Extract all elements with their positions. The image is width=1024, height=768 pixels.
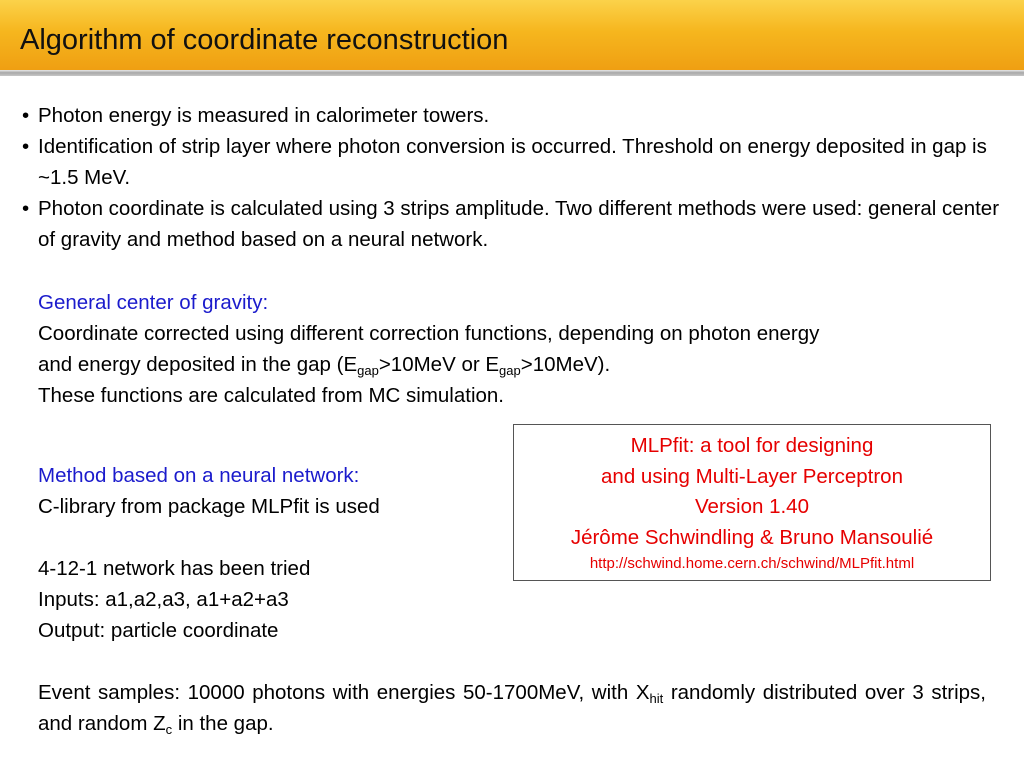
neural-network-section [38, 460, 498, 646]
events-subscript-hit: hit [649, 691, 664, 706]
events-text-mid: randomly distributed over 3 strips, and random Z [38, 681, 986, 735]
bullet-dot-icon: • [22, 104, 30, 127]
events-text-pre: Event samples: 10000 photons with energies 50-1700MeV, with X [38, 681, 650, 704]
cog-line-2-pre: and energy deposited in the gap (E [38, 353, 358, 376]
bullet-dot-icon: • [22, 135, 30, 158]
cog-line-3: These functions are calculated from MC simulation. [38, 384, 505, 407]
events-subscript-c: c [165, 722, 173, 737]
bullet-list [22, 100, 1012, 255]
cog-subscript-gap-2: gap [499, 363, 521, 378]
bullet-text: Photon energy is measured in calorimeter towers. [38, 104, 490, 127]
mlpfit-info-box [513, 424, 991, 581]
bullet-dot-icon: • [22, 197, 30, 220]
cog-line-2-mid: >10MeV or E [378, 353, 500, 376]
cog-line-2-post: >10MeV). [520, 353, 611, 376]
title-bar [0, 0, 1024, 70]
bullet-item [22, 131, 1012, 193]
neural-network-heading: Method based on a neural network: [38, 464, 360, 487]
center-of-gravity-heading: General center of gravity: [38, 291, 269, 314]
event-samples-paragraph [38, 677, 986, 739]
center-of-gravity-section [38, 287, 1018, 411]
nn-spacer [38, 522, 498, 553]
events-text-post: in the gap. [172, 712, 274, 735]
title-divider [0, 70, 1024, 76]
bullet-text: Identification of strip layer where photon conversion is occurred. Threshold on energy deposited in gap is ~1.5 MeV. [38, 135, 987, 189]
nn-line-3: Inputs: a1,a2,a3, a1+a2+a3 [38, 588, 289, 611]
nn-line-2: 4-12-1 network has been tried [38, 557, 311, 580]
mlpfit-url-link[interactable]: http://schwind.home.cern.ch/schwind/MLPfit.html [589, 555, 915, 572]
cog-subscript-gap-1: gap [357, 363, 379, 378]
cog-line-1: Coordinate corrected using different correction functions, depending on photon energy [38, 322, 820, 345]
bullet-item [22, 193, 1012, 255]
mlpfit-authors: Jérôme Schwindling & Bruno Mansoulié [570, 525, 934, 549]
slide-title: Algorithm of coordinate reconstruction [20, 24, 509, 56]
bullet-item [22, 100, 1012, 131]
mlpfit-line-2: and using Multi-Layer Perceptron [601, 464, 903, 488]
mlpfit-version: Version 1.40 [695, 495, 809, 518]
mlpfit-line-1: MLPfit: a tool for designing [630, 434, 874, 457]
nn-line-4: Output: particle coordinate [38, 619, 279, 642]
nn-line-1: C-library from package MLPfit is used [38, 495, 380, 518]
bullet-text: Photon coordinate is calculated using 3 strips amplitude. Two different methods were used: general center of gravity and method based on a neural network. [38, 197, 1000, 251]
cog-line-2 [38, 349, 1018, 380]
